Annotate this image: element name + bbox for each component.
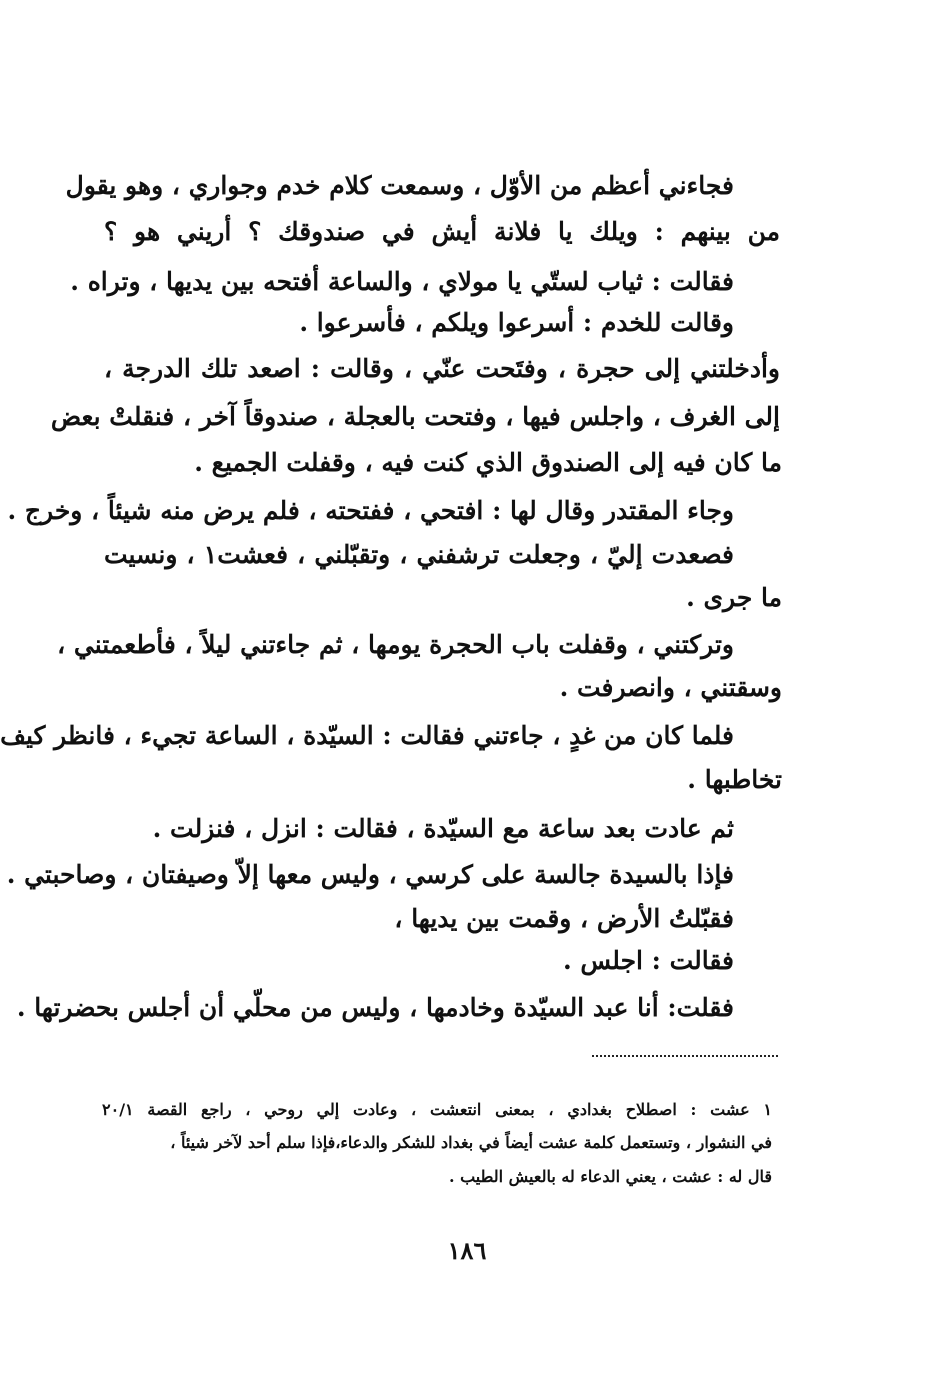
body-line-16: فإذا بالسيدة جالسة على كرسي ، وليس معها إلاّ وصيفتان ، وصاحبتي .	[6, 860, 734, 889]
body-line-15: ثم عادت بعد ساعة مع السيّدة ، فقالت : انزل ، فنزلت .	[152, 814, 734, 843]
body-line-9: فصعدت إليّ ، وجعلت ترشفني ، وتقبّلني ، فعشت١ ، ونسيت	[104, 540, 735, 569]
body-line-13: فلما كان من غدٍ ، جاءتني فقالت : السيّدة ، الساعة تجيء ، فانظر كيف	[0, 721, 734, 750]
footnote-line-3: قال له : عشت ، يعني الدعاء له بالعيش الطيب .	[448, 1167, 772, 1186]
body-line-5: وأدخلتني إلى حجرة ، وفتَحت عنّي ، وقالت : اصعد تلك الدرجة ،	[104, 354, 780, 383]
footnote-separator	[592, 1055, 778, 1057]
body-line-17: فقبّلتُ الأرض ، وقمت بين يديها ،	[394, 904, 734, 933]
body-line-3: فقالت : ثياب لستّي يا مولاي ، والساعة أفتحه بين يديها ، وتراه .	[70, 267, 734, 296]
body-line-8: وجاء المقتدر وقال لها : افتحي ، ففتحته ، فلم يرض منه شيئاً ، وخرج .	[7, 496, 734, 525]
body-line-18: فقالت : اجلس .	[563, 946, 734, 975]
footnote-line-2: في النشوار ، وتستعمل كلمة عشت أيضاً في بغداد للشكر والدعاء،فإذا سلم أحد لآخر شيئاً ،	[170, 1133, 772, 1152]
body-line-11: وتركتني ، وقفلت باب الحجرة يومها ، ثم جاءتني ليلاً ، فأطعمتني ،	[57, 630, 734, 659]
body-line-1: فجاءني أعظم من الأوّل ، وسمعت كلام خدم وجواري ، وهو يقول	[65, 171, 734, 200]
body-line-14: تخاطبها .	[687, 765, 782, 794]
body-line-2: من بينهم : ويلك يا فلانة أيش في صندوقك ؟ أريني هو ؟	[104, 217, 780, 246]
body-line-10: ما جرى .	[686, 583, 782, 612]
footnote-line-1: ١ عشت : اصطلاح بغدادي ، بمعنى انتعشت ، وعادت إلي روحي ، راجع القصة ٢٠/١	[102, 1100, 772, 1119]
body-line-4: وقالت للخدم : أسرعوا ويلكم ، فأسرعوا .	[299, 308, 734, 337]
page-number: ١٨٦	[447, 1236, 487, 1265]
body-line-19: فقلت: أنا عبد السيّدة وخادمها ، وليس من محلّي أن أجلس بحضرتها .	[16, 993, 734, 1022]
body-line-12: وسقتني ، وانصرفت .	[559, 673, 782, 702]
body-line-6: إلى الغرف ، واجلس فيها ، وفتحت بالعجلة ، صندوقاً آخر ، فنقلتْ بعض	[50, 402, 780, 431]
body-line-7: ما كان فيه إلى الصندوق الذي كنت فيه ، وقفلت الجميع .	[194, 448, 782, 477]
